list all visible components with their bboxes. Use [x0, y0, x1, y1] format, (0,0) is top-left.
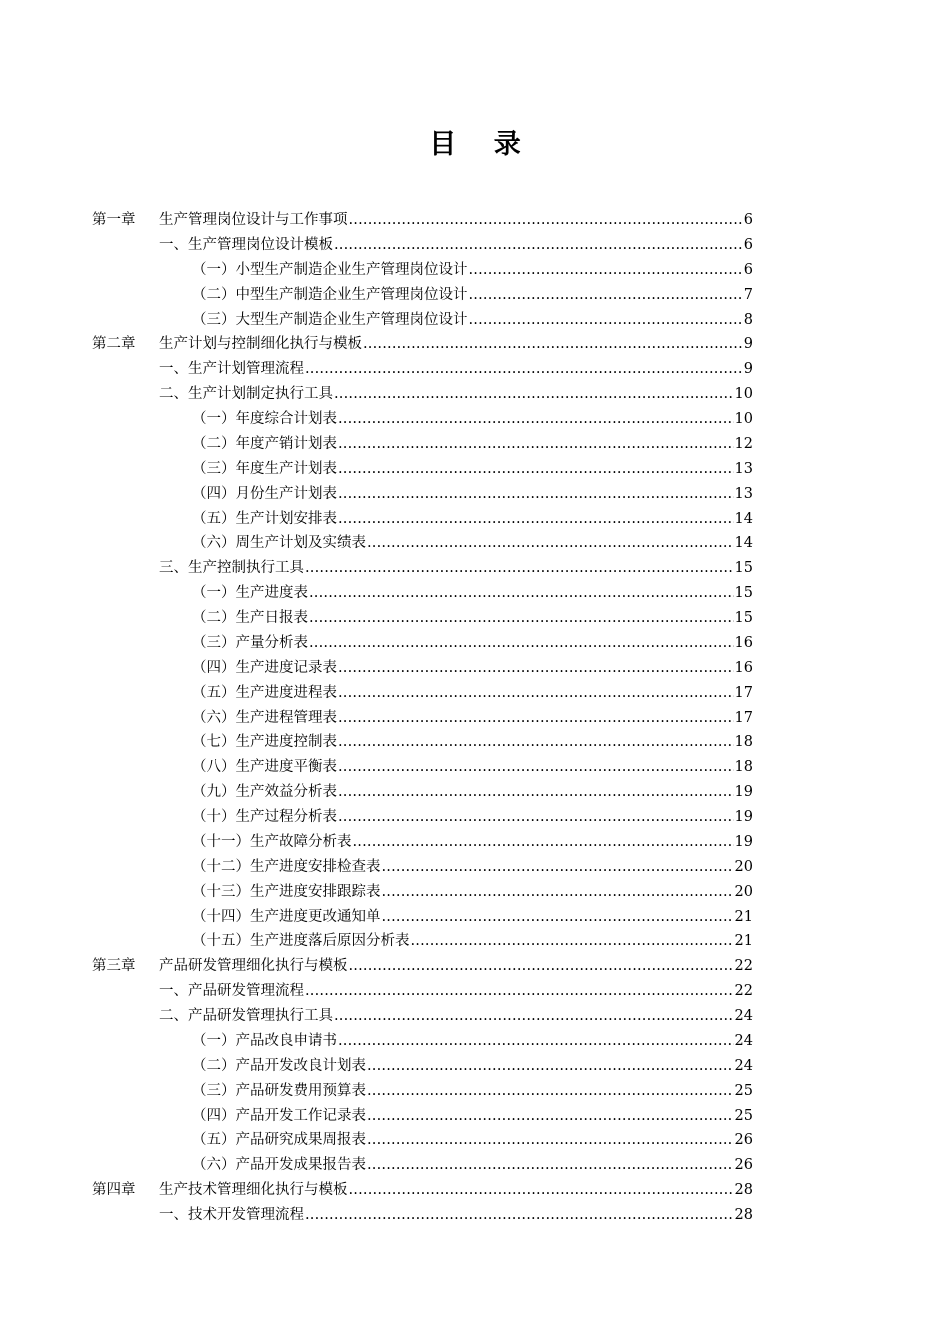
- toc-entry-label: [192, 606, 308, 631]
- toc-dot-leader: [338, 755, 734, 780]
- toc-entry-label: [159, 1004, 333, 1029]
- toc-entry-title: 一、生产计划管理流程: [159, 361, 304, 378]
- toc-dot-leader: [367, 1054, 734, 1079]
- toc-page-number: 10: [734, 386, 753, 403]
- toc-entry[interactable]: [92, 805, 753, 830]
- toc-entry-title: （五）产品研究成果周报表: [192, 1132, 366, 1149]
- toc-entry[interactable]: [92, 656, 753, 681]
- toc-dot-leader: [338, 482, 734, 507]
- toc-page-number: 8: [743, 311, 753, 328]
- table-of-contents: [92, 208, 753, 1228]
- toc-dot-leader: [353, 830, 734, 855]
- toc-entry[interactable]: [92, 531, 753, 556]
- toc-entry[interactable]: [92, 1153, 753, 1178]
- toc-page-number: 20: [734, 883, 753, 900]
- toc-entry-label: [159, 357, 304, 382]
- toc-dot-leader: [469, 308, 743, 333]
- toc-page-number: 17: [734, 684, 753, 701]
- toc-entry[interactable]: [92, 631, 753, 656]
- toc-dot-leader: [309, 631, 734, 656]
- toc-dot-leader: [338, 432, 734, 457]
- toc-dot-leader: [349, 1178, 734, 1203]
- toc-page-number: 13: [734, 460, 753, 477]
- toc-entry[interactable]: [92, 730, 753, 755]
- toc-entry[interactable]: [92, 855, 753, 880]
- toc-page-number: 7: [743, 286, 753, 303]
- toc-page-number: 17: [734, 709, 753, 726]
- toc-entry-label: [192, 681, 337, 706]
- toc-page-number: 13: [734, 485, 753, 502]
- toc-entry[interactable]: [92, 432, 753, 457]
- toc-entry[interactable]: [92, 233, 753, 258]
- toc-page-number: 26: [734, 1157, 753, 1174]
- toc-entry-label: [192, 855, 381, 880]
- toc-dot-leader: [382, 855, 734, 880]
- toc-entry[interactable]: [92, 780, 753, 805]
- toc-dot-leader: [309, 581, 734, 606]
- toc-dot-leader: [338, 457, 734, 482]
- toc-entry[interactable]: [92, 1104, 753, 1129]
- toc-entry-title: 三、生产控制执行工具: [159, 560, 304, 577]
- toc-page-number: 24: [734, 1057, 753, 1074]
- toc-entry-title: （四）生产进度记录表: [192, 659, 337, 676]
- toc-entry-label: [192, 1104, 366, 1129]
- toc-entry-label: [192, 507, 337, 532]
- toc-entry[interactable]: [92, 1004, 753, 1029]
- toc-entry-label: [192, 1054, 366, 1079]
- toc-entry-label: [192, 432, 337, 457]
- toc-page-number: 25: [734, 1082, 753, 1099]
- toc-entry-label: [159, 979, 304, 1004]
- toc-page-number: 21: [734, 933, 753, 950]
- toc-entry-title: 产品研发管理细化执行与模板: [159, 958, 348, 975]
- toc-dot-leader: [469, 283, 743, 308]
- toc-entry-label: [192, 1153, 366, 1178]
- toc-entry-title: （六）产品开发成果报告表: [192, 1157, 366, 1174]
- toc-entry[interactable]: [92, 905, 753, 930]
- toc-entry-label: [192, 308, 468, 333]
- toc-entry-title: （十一）生产故障分析表: [192, 833, 352, 850]
- toc-dot-leader: [305, 357, 743, 382]
- toc-entry[interactable]: [92, 755, 753, 780]
- toc-entry-label: [192, 283, 468, 308]
- toc-entry-label: [192, 880, 381, 905]
- toc-page-number: 9: [743, 336, 753, 353]
- toc-page-number: 16: [734, 634, 753, 651]
- toc-entry-label: [92, 208, 348, 233]
- toc-entry-label: [192, 482, 337, 507]
- toc-entry-label: [159, 556, 304, 581]
- toc-entry-label: [192, 581, 308, 606]
- toc-entry-title: （六）生产进程管理表: [192, 709, 337, 726]
- toc-page-number: 22: [734, 958, 753, 975]
- toc-entry-label: [192, 457, 337, 482]
- toc-entry-label: [159, 233, 333, 258]
- toc-dot-leader: [309, 606, 734, 631]
- toc-entry-title: （三）产量分析表: [192, 634, 308, 651]
- toc-page-number: 28: [734, 1207, 753, 1223]
- toc-entry-label: [192, 258, 468, 283]
- toc-entry[interactable]: [92, 556, 753, 581]
- toc-entry-title: （七）生产进度控制表: [192, 734, 337, 751]
- toc-page-number: 6: [743, 212, 753, 228]
- toc-page-number: 22: [734, 983, 753, 1000]
- toc-dot-leader: [367, 1128, 734, 1153]
- toc-dot-leader: [338, 407, 734, 432]
- toc-entry-label: [192, 905, 381, 930]
- toc-entry-label: [192, 1128, 366, 1153]
- toc-entry[interactable]: [92, 208, 753, 233]
- toc-page-number: 26: [734, 1132, 753, 1149]
- toc-entry[interactable]: [92, 258, 753, 283]
- toc-entry-title: （四）产品开发工作记录表: [192, 1107, 366, 1124]
- toc-dot-leader: [334, 1004, 734, 1029]
- toc-entry-title: （八）生产进度平衡表: [192, 759, 337, 776]
- toc-dot-leader: [367, 1079, 734, 1104]
- toc-entry[interactable]: [92, 283, 753, 308]
- toc-dot-leader: [349, 208, 743, 233]
- toc-dot-leader: [334, 382, 734, 407]
- toc-entry-label: [192, 1029, 337, 1054]
- toc-entry-title: （五）生产进度进程表: [192, 684, 337, 701]
- toc-entry-label: [192, 656, 337, 681]
- toc-entry-label: [192, 1079, 366, 1104]
- toc-dot-leader: [367, 1153, 734, 1178]
- toc-entry[interactable]: [92, 979, 753, 1004]
- toc-entry-label: [192, 730, 337, 755]
- toc-dot-leader: [367, 531, 734, 556]
- toc-page-number: 6: [743, 261, 753, 278]
- toc-entry-title: （二）产品开发改良计划表: [192, 1057, 366, 1074]
- toc-entry[interactable]: [92, 606, 753, 631]
- toc-entry-title: （四）月份生产计划表: [192, 485, 337, 502]
- toc-page-number: 14: [734, 510, 753, 527]
- toc-page-number: 18: [734, 734, 753, 751]
- toc-dot-leader: [367, 1104, 734, 1129]
- toc-entry[interactable]: [92, 954, 753, 979]
- toc-entry-title: 生产计划与控制细化执行与模板: [159, 336, 362, 353]
- toc-entry-title: （五）生产计划安排表: [192, 510, 337, 527]
- toc-entry-title: 生产管理岗位设计与工作事项: [159, 212, 348, 228]
- toc-entry-title: 生产技术管理细化执行与模板: [159, 1182, 348, 1199]
- toc-page-number: 19: [734, 784, 753, 801]
- toc-title: 目 录: [429, 129, 535, 160]
- toc-entry[interactable]: [92, 507, 753, 532]
- toc-entry[interactable]: [92, 1079, 753, 1104]
- toc-entry-title: （二）中型生产制造企业生产管理岗位设计: [192, 286, 468, 303]
- toc-dot-leader: [411, 929, 734, 954]
- toc-dot-leader: [338, 730, 734, 755]
- toc-dot-leader: [363, 332, 743, 357]
- toc-entry[interactable]: [92, 830, 753, 855]
- toc-page-number: 24: [734, 1032, 753, 1049]
- toc-entry[interactable]: [92, 1203, 753, 1228]
- toc-entry-label: [192, 805, 337, 830]
- toc-entry[interactable]: [92, 457, 753, 482]
- toc-entry-title: 一、产品研发管理流程: [159, 983, 304, 1000]
- toc-page-number: 19: [734, 833, 753, 850]
- toc-entry[interactable]: [92, 706, 753, 731]
- toc-entry-title: （十五）生产进度落后原因分析表: [192, 933, 410, 950]
- toc-entry-label: [92, 1178, 348, 1203]
- toc-page-number: 21: [734, 908, 753, 925]
- toc-chapter-number: 第一章: [92, 212, 136, 228]
- toc-page-number: 9: [743, 361, 753, 378]
- toc-entry-title: （十四）生产进度更改通知单: [192, 908, 381, 925]
- toc-entry[interactable]: [92, 1178, 753, 1203]
- toc-entry-title: 二、产品研发管理执行工具: [159, 1008, 333, 1024]
- toc-dot-leader: [349, 954, 734, 979]
- toc-entry-title: （十）生产过程分析表: [192, 809, 337, 825]
- toc-page-number: 16: [734, 659, 753, 676]
- toc-page-number: 20: [734, 858, 753, 875]
- toc-entry[interactable]: [92, 382, 753, 407]
- toc-entry-title: （九）生产效益分析表: [192, 784, 337, 801]
- toc-dot-leader: [338, 656, 734, 681]
- toc-entry-title: （六）周生产计划及实绩表: [192, 535, 366, 552]
- toc-entry-label: [192, 830, 352, 855]
- toc-page-number: 28: [734, 1182, 753, 1199]
- toc-dot-leader: [334, 233, 743, 258]
- toc-page-number: 25: [734, 1107, 753, 1124]
- toc-page-number: 14: [734, 535, 753, 552]
- toc-dot-leader: [305, 1203, 734, 1228]
- toc-entry-label: [192, 780, 337, 805]
- toc-entry[interactable]: [92, 1128, 753, 1153]
- toc-dot-leader: [305, 979, 734, 1004]
- toc-entry[interactable]: [92, 581, 753, 606]
- toc-entry[interactable]: [92, 332, 753, 357]
- toc-dot-leader: [338, 507, 734, 532]
- toc-page-number: 15: [734, 585, 753, 602]
- toc-entry-title: （一）生产进度表: [192, 585, 308, 602]
- toc-entry-label: [92, 954, 348, 979]
- toc-dot-leader: [469, 258, 743, 283]
- toc-entry[interactable]: [92, 482, 753, 507]
- toc-entry-title: 一、技术开发管理流程: [159, 1207, 304, 1223]
- toc-dot-leader: [338, 681, 734, 706]
- toc-chapter-number: 第四章: [92, 1182, 136, 1199]
- toc-entry-title: （一）年度综合计划表: [192, 411, 337, 427]
- toc-entry[interactable]: [92, 357, 753, 382]
- toc-dot-leader: [305, 556, 734, 581]
- toc-entry-label: [192, 407, 337, 432]
- toc-chapter-number: 第二章: [92, 336, 136, 353]
- toc-entry-title: （一）小型生产制造企业生产管理岗位设计: [192, 261, 468, 278]
- toc-page-number: 15: [734, 560, 753, 577]
- toc-entry[interactable]: [92, 1054, 753, 1079]
- toc-page-number: 24: [734, 1008, 753, 1024]
- toc-dot-leader: [338, 1029, 734, 1054]
- toc-entry-label: [159, 1203, 304, 1228]
- toc-page-number: 10: [734, 411, 753, 427]
- toc-entry-label: [192, 531, 366, 556]
- toc-entry-title: （一）产品改良申请书: [192, 1032, 337, 1049]
- toc-dot-leader: [338, 805, 734, 830]
- toc-chapter-number: 第三章: [92, 958, 136, 975]
- toc-entry-title: 一、生产管理岗位设计模板: [159, 236, 333, 253]
- toc-dot-leader: [338, 706, 734, 731]
- toc-entry-label: [192, 631, 308, 656]
- toc-entry-title: （十二）生产进度安排检查表: [192, 858, 381, 875]
- toc-page-number: 6: [743, 236, 753, 253]
- toc-entry-label: [192, 706, 337, 731]
- toc-entry[interactable]: [92, 929, 753, 954]
- toc-entry[interactable]: [92, 681, 753, 706]
- toc-entry-label: [192, 929, 410, 954]
- toc-page-number: 18: [734, 759, 753, 776]
- toc-entry-label: [159, 382, 333, 407]
- toc-entry[interactable]: [92, 1029, 753, 1054]
- toc-entry[interactable]: [92, 407, 753, 432]
- toc-entry-title: 二、生产计划制定执行工具: [159, 386, 333, 403]
- toc-entry-title: （二）年度产销计划表: [192, 435, 337, 452]
- toc-entry-title: （十三）生产进度安排跟踪表: [192, 883, 381, 900]
- toc-entry-title: （二）生产日报表: [192, 610, 308, 626]
- toc-entry-title: （三）产品研发费用预算表: [192, 1082, 366, 1099]
- toc-dot-leader: [338, 780, 734, 805]
- toc-page-number: 19: [734, 809, 753, 825]
- toc-entry-title: （三）年度生产计划表: [192, 460, 337, 477]
- toc-entry-label: [192, 755, 337, 780]
- toc-dot-leader: [382, 880, 734, 905]
- toc-dot-leader: [382, 905, 734, 930]
- toc-page-number: 15: [734, 610, 753, 626]
- toc-entry-title: （三）大型生产制造企业生产管理岗位设计: [192, 311, 468, 328]
- toc-page-number: 12: [734, 435, 753, 452]
- toc-entry-label: [92, 332, 362, 357]
- toc-entry[interactable]: [92, 880, 753, 905]
- toc-entry[interactable]: [92, 308, 753, 333]
